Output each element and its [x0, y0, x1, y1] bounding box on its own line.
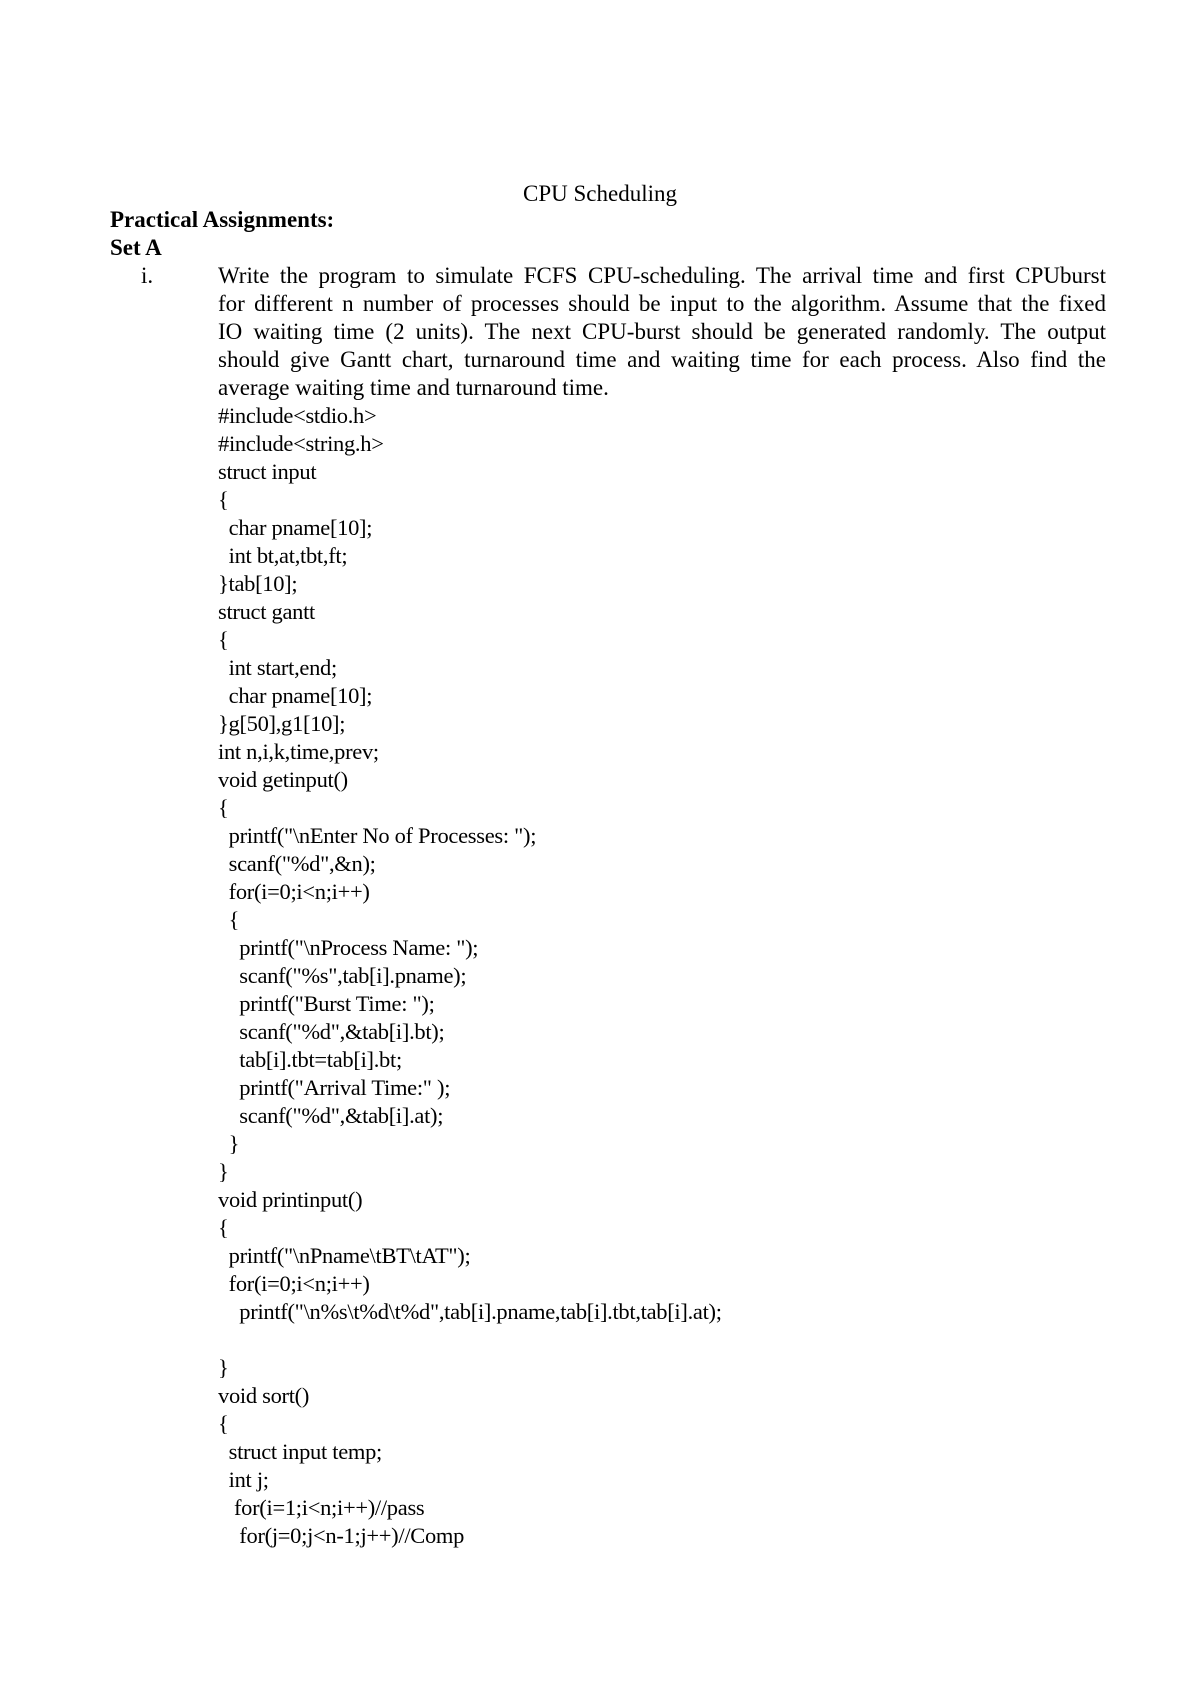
code-line: {	[218, 1411, 229, 1436]
description-line: IO waiting time (2 units). The next CPU-burst should be generated randomly. The output	[218, 319, 1106, 344]
description-line: average waiting time and turnaround time.	[218, 375, 609, 400]
code-line: for(j=0;j<n-1;j++)//Comp	[218, 1523, 465, 1548]
description-line: should give Gantt chart, turnaround time and waiting time for each process. Also find the	[218, 347, 1106, 372]
code-line: for(i=1;i<n;i++)//pass	[218, 1495, 425, 1520]
code-line: scanf("%d",&tab[i].at);	[218, 1103, 444, 1128]
code-line: printf("\n%s\t%d\t%d",tab[i].pname,tab[i].tbt,tab[i].at);	[218, 1299, 722, 1324]
code-line: scanf("%d",&tab[i].bt);	[218, 1019, 445, 1044]
code-line: int start,end;	[218, 655, 337, 680]
description-line: for different n number of processes should be input to the algorithm. Assume that the fixed	[218, 291, 1106, 316]
code-line	[218, 1326, 722, 1354]
code-line: {	[218, 1215, 229, 1240]
code-line: char pname[10];	[218, 683, 373, 708]
code-line: {	[218, 487, 229, 512]
document-title: CPU Scheduling	[523, 181, 677, 206]
code-line: {	[218, 627, 229, 652]
code-line: }tab[10];	[218, 571, 298, 596]
code-line: void printinput()	[218, 1187, 363, 1212]
code-line: void sort()	[218, 1383, 310, 1408]
code-line: }	[218, 1355, 229, 1380]
code-line: }	[218, 1131, 240, 1156]
code-line: struct input temp;	[218, 1439, 382, 1464]
description-line: Write the program to simulate FCFS CPU-scheduling. The arrival time and first CPUburst	[218, 263, 1106, 288]
section-heading: Practical Assignments:	[110, 207, 335, 232]
set-label: Set A	[110, 235, 162, 260]
code-line: struct gantt	[218, 599, 316, 624]
code-line: printf("\nPname\tBT\tAT");	[218, 1243, 471, 1268]
code-line: scanf("%d",&n);	[218, 851, 376, 876]
code-line: #include<string.h>	[218, 431, 384, 456]
assignment-number: i.	[141, 263, 154, 288]
code-line: int n,i,k,time,prev;	[218, 739, 379, 764]
code-line: tab[i].tbt=tab[i].bt;	[218, 1047, 402, 1072]
code-line: for(i=0;i<n;i++)	[218, 879, 370, 904]
code-line: }g[50],g1[10];	[218, 711, 346, 736]
code-line: printf("\nEnter No of Processes: ");	[218, 823, 537, 848]
code-line: void getinput()	[218, 767, 348, 792]
code-line: for(i=0;i<n;i++)	[218, 1271, 370, 1296]
code-line: {	[218, 907, 240, 932]
code-line: {	[218, 795, 229, 820]
code-line: printf("\nProcess Name: ");	[218, 935, 479, 960]
code-line: printf("Burst Time: ");	[218, 991, 435, 1016]
code-line: int j;	[218, 1467, 269, 1492]
code-listing	[218, 402, 722, 1550]
code-line: #include<stdio.h>	[218, 403, 377, 428]
assignment-description	[218, 262, 1106, 402]
code-line: int bt,at,tbt,ft;	[218, 543, 348, 568]
code-line: }	[218, 1159, 229, 1184]
code-line: printf("Arrival Time:" );	[218, 1075, 451, 1100]
code-line: struct input	[218, 459, 317, 484]
code-line: char pname[10];	[218, 515, 373, 540]
code-line: scanf("%s",tab[i].pname);	[218, 963, 467, 988]
